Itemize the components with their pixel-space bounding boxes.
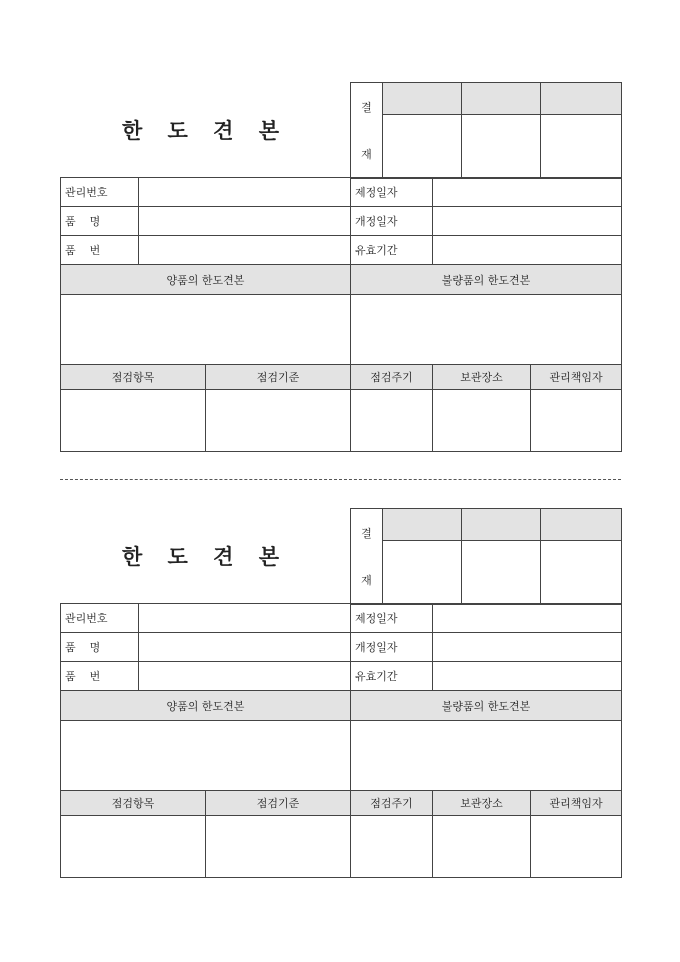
product-name-field[interactable]: [139, 207, 351, 236]
approver-sign-1[interactable]: [383, 115, 462, 179]
approver-title-3[interactable]: [541, 509, 622, 541]
valid-period-label: 유효기간: [351, 662, 433, 691]
product-no-field[interactable]: [139, 662, 351, 691]
created-date-label: 제정일자: [351, 604, 433, 633]
manager-cell[interactable]: [531, 390, 622, 452]
col-manager: 관리책임자: [531, 365, 622, 390]
good-sample-area[interactable]: [61, 721, 351, 791]
storage-location-cell[interactable]: [433, 390, 531, 452]
approval-box: [350, 82, 622, 179]
col-inspection-cycle: 점검주기: [351, 791, 433, 816]
bad-sample-header: 불량품의 한도견본: [351, 265, 622, 295]
revised-date-label: 개정일자: [351, 207, 433, 236]
approver-title-2[interactable]: [462, 83, 541, 115]
mgmt-no-field[interactable]: [139, 604, 351, 633]
mgmt-no-field[interactable]: [139, 178, 351, 207]
col-inspection-criteria: 점검기준: [206, 365, 351, 390]
created-date-field[interactable]: [433, 604, 622, 633]
bad-sample-header: 불량품의 한도견본: [351, 691, 622, 721]
good-sample-area[interactable]: [61, 295, 351, 365]
approver-title-3[interactable]: [541, 83, 622, 115]
col-inspection-item: 점검항목: [61, 791, 206, 816]
inspection-cycle-cell[interactable]: [351, 390, 433, 452]
valid-period-field[interactable]: [433, 662, 622, 691]
form-title: 한 도 견 본: [121, 117, 289, 143]
mgmt-no-label: 관리번호: [61, 178, 139, 207]
col-manager: 관리책임자: [531, 791, 622, 816]
created-date-field[interactable]: [433, 178, 622, 207]
limit-sample-form-top: [60, 82, 621, 454]
bad-sample-area[interactable]: [351, 721, 622, 791]
approver-title-2[interactable]: [462, 509, 541, 541]
approver-title-1[interactable]: [383, 83, 462, 115]
form-title: 한 도 견 본: [121, 543, 289, 569]
approval-label-bottom: 재: [361, 148, 372, 162]
valid-period-field[interactable]: [433, 236, 622, 265]
approval-label-bottom: 재: [361, 574, 372, 588]
mgmt-no-label: 관리번호: [61, 604, 139, 633]
revised-date-field[interactable]: [433, 207, 622, 236]
approval-box: [350, 508, 622, 605]
good-sample-header: 양품의 한도견본: [61, 691, 351, 721]
main-table: [60, 603, 622, 878]
approver-sign-2[interactable]: [462, 541, 541, 605]
cut-line-divider: [60, 479, 621, 480]
inspection-criteria-cell[interactable]: [206, 390, 351, 452]
valid-period-label: 유효기간: [351, 236, 433, 265]
product-name-label: 품 명: [61, 207, 139, 236]
good-sample-header: 양품의 한도견본: [61, 265, 351, 295]
col-inspection-item: 점검항목: [61, 365, 206, 390]
main-table: [60, 177, 622, 452]
product-no-label: 품 번: [61, 236, 139, 265]
inspection-criteria-cell[interactable]: [206, 816, 351, 878]
inspection-item-cell[interactable]: [61, 816, 206, 878]
col-storage-location: 보관장소: [433, 365, 531, 390]
approver-sign-3[interactable]: [541, 541, 622, 605]
col-storage-location: 보관장소: [433, 791, 531, 816]
col-inspection-cycle: 점검주기: [351, 365, 433, 390]
approval-label: [351, 509, 383, 605]
approval-label-top: 결: [361, 100, 372, 114]
storage-location-cell[interactable]: [433, 816, 531, 878]
product-name-label: 품 명: [61, 633, 139, 662]
manager-cell[interactable]: [531, 816, 622, 878]
limit-sample-form-bottom: [60, 508, 621, 880]
inspection-item-cell[interactable]: [61, 390, 206, 452]
product-name-field[interactable]: [139, 633, 351, 662]
approver-sign-1[interactable]: [383, 541, 462, 605]
approval-label-top: 결: [361, 526, 372, 540]
created-date-label: 제정일자: [351, 178, 433, 207]
revised-date-label: 개정일자: [351, 633, 433, 662]
inspection-cycle-cell[interactable]: [351, 816, 433, 878]
bad-sample-area[interactable]: [351, 295, 622, 365]
approver-sign-3[interactable]: [541, 115, 622, 179]
approver-title-1[interactable]: [383, 509, 462, 541]
approver-sign-2[interactable]: [462, 115, 541, 179]
product-no-field[interactable]: [139, 236, 351, 265]
col-inspection-criteria: 점검기준: [206, 791, 351, 816]
approval-label: [351, 83, 383, 179]
revised-date-field[interactable]: [433, 633, 622, 662]
product-no-label: 품 번: [61, 662, 139, 691]
